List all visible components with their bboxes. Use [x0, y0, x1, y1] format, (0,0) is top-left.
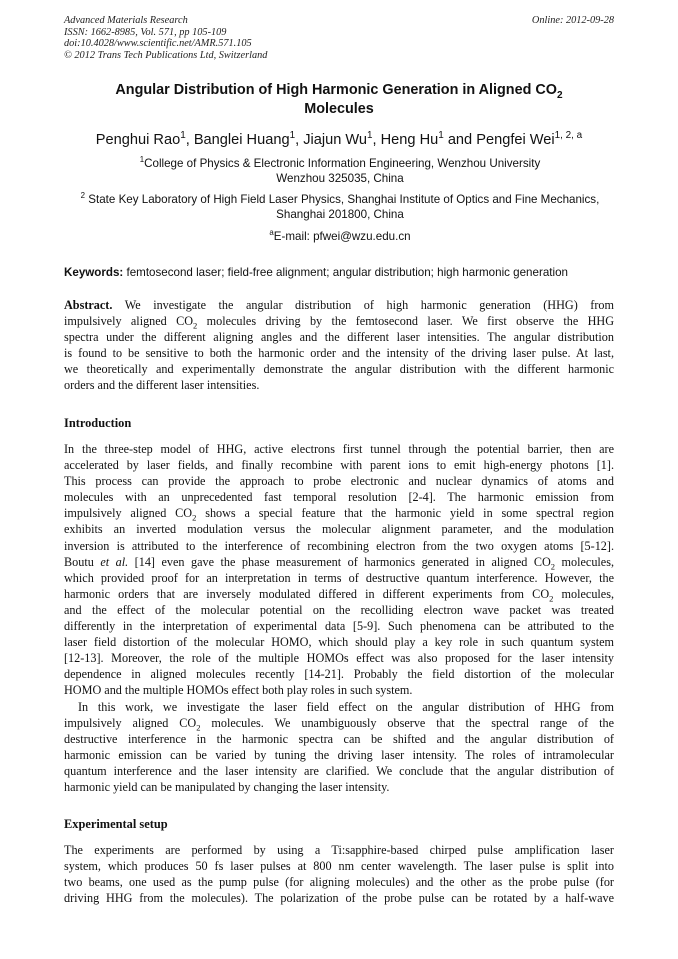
text-line: In the three-step model of HHG, active electrons first tunnel through the potential barrier, then are — [64, 442, 614, 456]
title-line-1: Angular Distribution of High Harmonic Generation in Aligned $CO_2$ — [115, 82, 563, 101]
abstract — [64, 297, 614, 394]
corresponding-email: $^a$E-mail: pfwei@wzu.edu.cn — [269, 228, 411, 243]
author: Penghui Rao$^1$ — [95, 130, 186, 148]
author: Jiajun Wu$^1$ — [303, 130, 373, 148]
text-line: exhibits an inverted modulation versus the molecular alignment parameter, and the modulation — [64, 522, 614, 537]
text-line: system, which produces 50 fs laser pulses at 800 nm center wavelength. The laser pulse is split into — [64, 859, 614, 874]
title-line-2: Molecules — [304, 101, 374, 117]
online-date: Online: 2012-09-28 — [531, 15, 614, 26]
text-line: impulsively aligned $CO_2$ molecules. We unambiguously observe that the spectral range of the — [64, 715, 614, 733]
section-heading-experimental-setup: Experimental setup — [64, 817, 168, 831]
text-line: molecules with an unprecedented fast temporal resolution [2-4]. The harmonic emission from — [64, 490, 614, 505]
text-line: accelerated by laser fields, and finally recombine with parent ions to emit high-energy photons [1]. — [64, 458, 614, 473]
text-line: This process can provide the approach to probe electronic and nuclear dynamics of atoms and — [64, 474, 614, 489]
journal-name: Advanced Materials Research — [64, 15, 188, 26]
journal-header — [64, 15, 267, 61]
text-line: differently in the interpretation of experimental data [5-9]. Such phenomena can be attributed to the — [64, 619, 614, 634]
text-line: [12-13]. Moreover, the role of the multiple HOMOs effect was also proposed for the laser intensity — [64, 651, 614, 666]
author: Banglei Huang$^1$ — [193, 130, 296, 148]
author: Heng Hu$^1$ — [380, 130, 444, 148]
text-line: harmonic yield can be manipulated by changing the laser intensity. — [64, 779, 390, 794]
text-line: two beams, one used as the pump pulse (for aligning molecules) and the other as the probe pulse (for — [64, 875, 614, 890]
paper-title — [64, 81, 614, 119]
abstract-line: orders and the different laser intensities. — [64, 378, 260, 393]
abstract-line: we theoretically and experimentally demonstrate the angular distribution with the different harmonic — [64, 362, 614, 377]
abstract-line: is found to be sensitive to both the harmonic order and the intensity of the driving laser pulse. At last, — [64, 346, 614, 361]
journal-issn: ISSN: 1662-8985, Vol. 571, pp 105-109 — [64, 26, 227, 38]
journal-doi: doi:10.4028/www.scientific.net/AMR.571.105 — [64, 38, 252, 50]
text-line: which provided proof for an interpretation in terms of destructive quantum interference. However, the — [64, 570, 614, 585]
keywords-text: femtosecond laser; field-free alignment; angular distribution; high harmonic generation — [123, 266, 568, 279]
text-line: quantum interference and the laser intensity are clarified. We conclude that the angular distribution of — [64, 763, 614, 778]
text-line: impulsively aligned $CO_2$ shows a special feature that the harmonic yield in some spectral region — [64, 506, 614, 523]
abstract-line: impulsively aligned $CO_2$ molecules driving by the femtosecond laser. We first observe the HHG — [64, 314, 614, 331]
text-line: inversion is attributed to the interference of recombining electron from the two oxygen atoms [5-12]. — [64, 538, 614, 553]
keywords — [64, 265, 624, 280]
experimental-body — [64, 842, 614, 906]
abstract-label: Abstract. — [64, 298, 113, 312]
affiliation-2: $^2$ State Key Laboratory of High Field Laser Physics, Shanghai Institute of Optics and Fine Mechanics, Shanghai 201800, China — [80, 191, 600, 221]
author-list: Penghui Rao$^1$, Banglei Huang$^1$, Jiajun Wu$^1$, Heng Hu$^1$ and Pengfei Wei$^{1, 2, a}$ — [95, 130, 583, 148]
keywords-label: Keywords: — [64, 266, 124, 279]
text-line: In this work, we investigate the laser field effect on the angular distribution of HHG from — [78, 699, 614, 714]
text-line: HOMO and the multiple HOMOs effect both play roles in such system. — [64, 683, 413, 698]
text-line: dependence in aligned molecules recently [14-21]. Probably the field distortion of the molecular — [64, 667, 614, 682]
text-line: driving HHG from the molecules). The polarization of the probe pulse can be rotated by a half-wave — [64, 891, 614, 906]
introduction-body — [64, 441, 614, 795]
author: Pengfei Wei$^{1, 2, a}$ — [476, 130, 583, 148]
author-joiner: and — [447, 132, 473, 148]
text-line: harmonic orders that are inversely modulated differed in different experiments from $CO_2$ molecules, — [64, 586, 614, 604]
text-line: The experiments are performed by using a Ti:sapphire-based chirped pulse amplification laser — [64, 843, 614, 857]
abstract-line: spectra under the different aligning angles and the different laser intensities. The angular distribution — [64, 330, 614, 345]
text-line: harmonic emission can be varied by tuning the driving laser intensity. The roles of intramolecular — [64, 747, 614, 762]
text-line: destructive interference in the harmonic spectra can be shifted and the angular distribution of — [64, 731, 614, 746]
affiliation-1: $^1$College of Physics & Electronic Information Engineering, Wenzhou University Wenzhou 325035, China — [139, 155, 541, 185]
abstract-line: Abstract. We investigate the angular distribution of high harmonic generation (HHG) from — [64, 298, 614, 312]
text-line: and the effect of the molecular potential on the recolliding electron wave packet was treated — [64, 602, 614, 617]
journal-copyright: © 2012 Trans Tech Publications Ltd, Switzerland — [64, 49, 268, 61]
section-heading-introduction: Introduction — [64, 416, 132, 430]
text-line: laser field distortion of the molecular HOMO, which should play a key role in such quantum system — [64, 635, 614, 650]
text-line: Boutu et al. [14] even gave the phase measurement of harmonics generated in aligned $CO_2$ molecules, — [64, 554, 614, 572]
